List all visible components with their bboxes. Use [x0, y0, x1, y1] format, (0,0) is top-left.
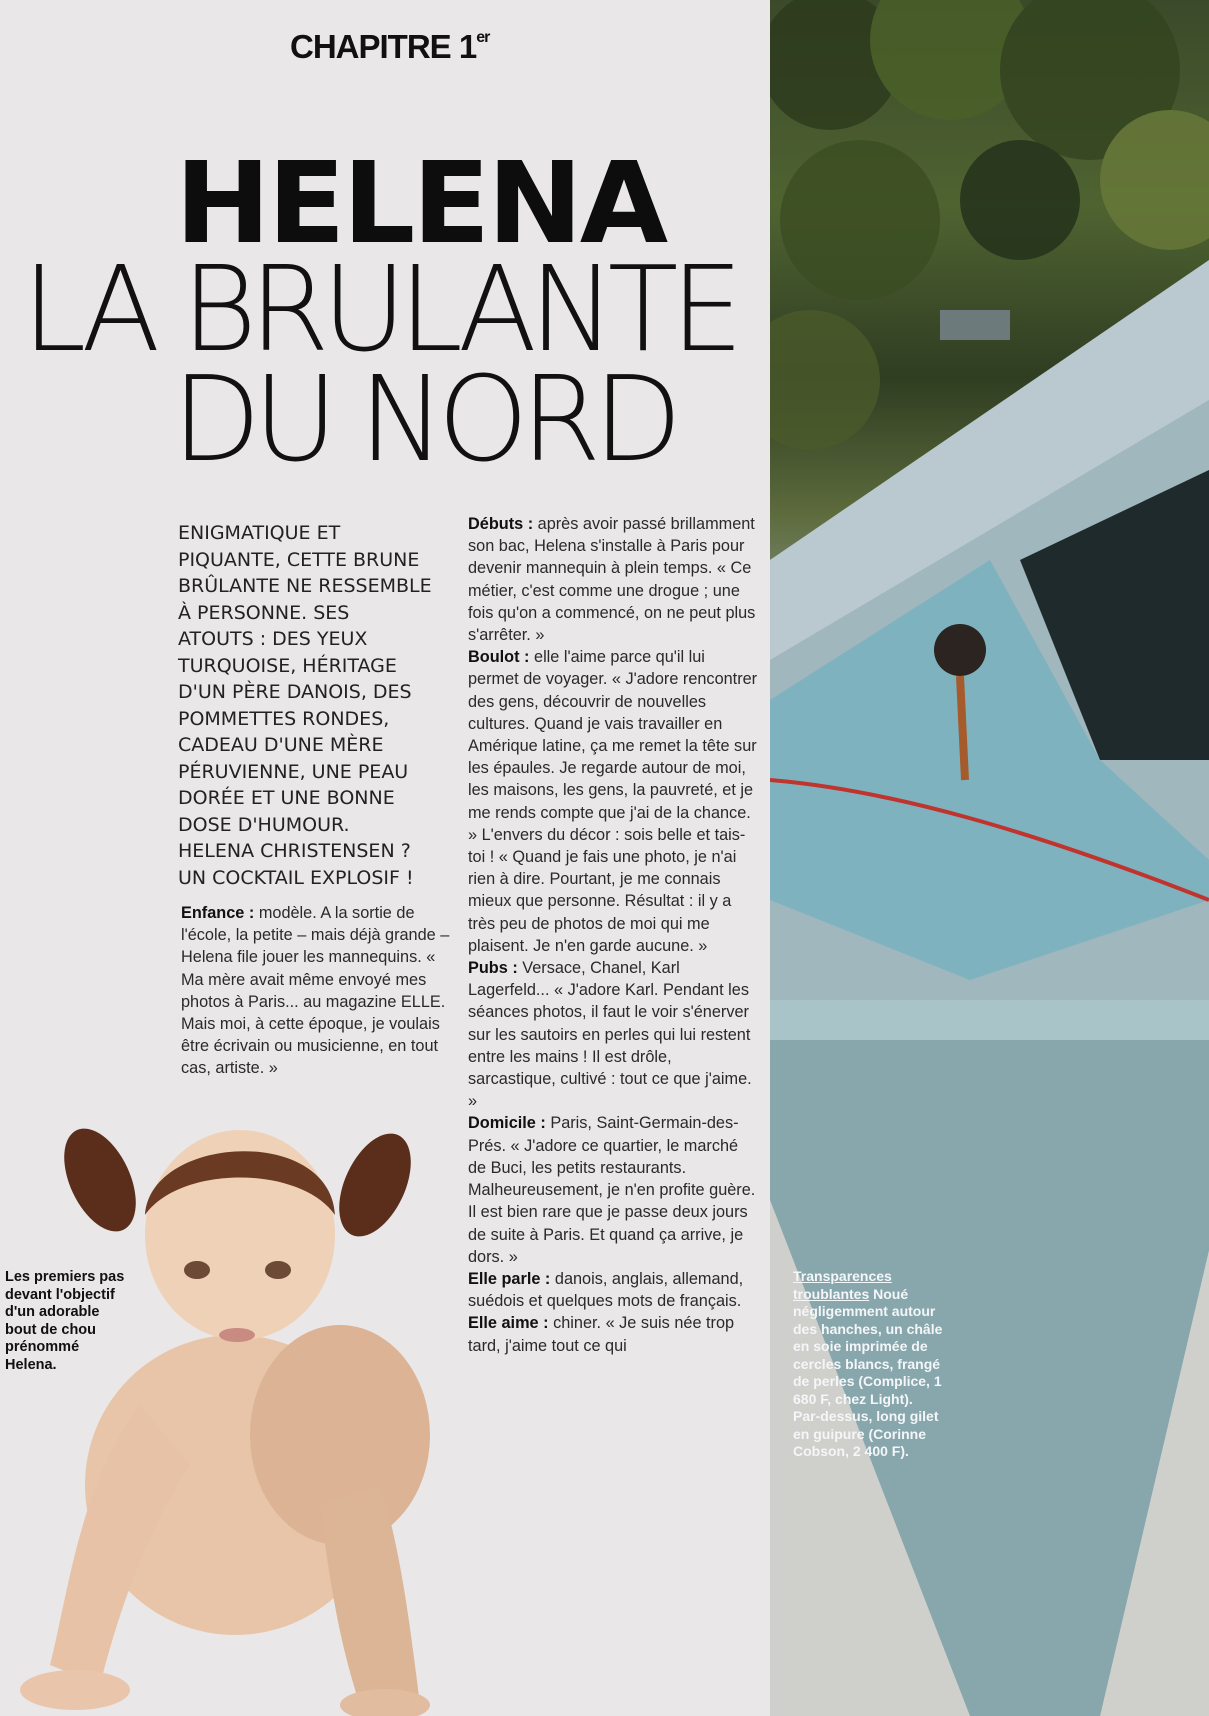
paragraph-enfance	[181, 902, 456, 1080]
intro-line: DORÉE ET UNE BONNE	[178, 787, 395, 809]
intro-line: ENIGMATIQUE ET	[178, 522, 341, 544]
intro-line: HELENA CHRISTENSEN ?	[178, 840, 411, 862]
paragraph-parle	[468, 1268, 758, 1312]
paragraph-debuts	[468, 513, 758, 646]
intro-line: POMMETTES RONDES,	[178, 707, 390, 730]
boat-caption-text: Noué négligemment autour des hanches, un châle en soie imprimée de cercles blancs, frangé de perles (Complice, 1 680 F, chez Light). Par-dessus, long gilet en guipure (Corinne Cobson, 2 400 F).	[793, 1285, 943, 1459]
intro-line: DOSE D'HUMOUR.	[178, 813, 350, 836]
chapter-heading	[290, 28, 489, 66]
paragraph-boulot	[468, 646, 758, 957]
boat-caption-title: Transparences troublantes	[793, 1268, 892, 1302]
intro-line: PÉRUVIENNE, UNE PEAU	[178, 760, 409, 783]
label-enfance: Enfance :	[181, 904, 255, 922]
text-debuts: après avoir passé brillamment son bac, Helena s'installe à Paris pour devenir mannequin à plein temps. « Ce métier, c'est comme une drogue ; une fois qu'on a commencé, on ne peut plus s'arrêter. »	[468, 515, 756, 645]
label-parle: Elle parle :	[468, 1269, 551, 1288]
text-domicile: Paris, Saint-Germain-des-Prés. « J'adore ce quartier, le marché de Buci, les petits restaurants. Malheureusement, je n'en profite guère. Il est bien rare que je passe deux jours de suite à Paris. Et quand ça arrive, je dors. »	[468, 1114, 756, 1266]
body-column-right	[468, 513, 758, 1357]
label-pubs: Pubs :	[468, 959, 518, 978]
title-du-nord: DU NORD	[172, 350, 675, 488]
title-helena: HELENA	[175, 139, 666, 269]
label-domicile: Domicile :	[468, 1114, 546, 1133]
body-column-left	[181, 902, 456, 1080]
label-aime: Elle aime :	[468, 1314, 549, 1333]
chapter-sup: er	[476, 29, 490, 46]
paragraph-aime	[468, 1312, 758, 1356]
text-aime: chiner. « Je suis née trop tard, j'aime tout ce qui	[468, 1314, 735, 1355]
paragraph-pubs	[468, 957, 758, 1112]
text-enfance: modèle. A la sortie de l'école, la petite – mais déjà grande – Helena file jouer les mannequins. « Ma mère avait même envoyé mes photos à Paris... au magazine ELLE. Mais moi, à cette époque, je voulais être écrivain ou musicienne, en tout cas, artiste. »	[181, 904, 450, 1078]
chapter-text: CHAPITRE 1	[290, 28, 477, 65]
baby-caption: Les premiers pas devant l'objectif d'un adorable bout de chou prénommé Helena.	[5, 1269, 125, 1373]
intro-line: TURQUOISE, HÉRITAGE	[178, 654, 397, 677]
text-pubs: Versace, Chanel, Karl Lagerfeld... « J'adore Karl. Pendant les séances photos, il faut le voir s'énerver sur les sautoirs en perles qui lui restent entre les mains ! Il est drôle, sarcastique, cultivé : tout ce que j'aime. »	[468, 959, 752, 1111]
title-la-brulante: LA BRULANTE	[22, 240, 736, 378]
intro-line: À PERSONNE. SES	[178, 601, 350, 624]
paragraph-domicile	[468, 1112, 758, 1267]
boat-caption	[793, 1268, 943, 1461]
intro-line: ATOUTS : DES YEUX	[178, 628, 368, 650]
text-parle: danois, anglais, allemand, suédois et quelques mots de français.	[468, 1269, 744, 1311]
baby-photo	[0, 1105, 470, 1716]
intro-line: CADEAU D'UNE MÈRE	[178, 734, 384, 756]
intro-paragraph	[178, 520, 440, 891]
label-boulot: Boulot :	[468, 648, 530, 667]
intro-line: D'UN PÈRE DANOIS, DES	[178, 681, 412, 703]
label-debuts: Débuts :	[468, 515, 534, 533]
text-boulot: elle l'aime parce qu'il lui permet de voyager. « J'adore rencontrer des gens, découvrir de nouvelles cultures. Quand je vais travailler en Amérique latine, ça me remet la tête sur les épaules. Je regarde autour de moi, les maisons, les gens, la pauvreté, et je me rends compte que j'ai de la chance. » L'envers du décor : sois belle et tais-toi ! « Quand je fais une photo, je n'ai rien à dire. Pourtant, je me connais mieux que personne. Résultat : il y a très peu de photos de moi qui me plaisent. Je n'en garde aucune. »	[468, 648, 758, 955]
intro-line: PIQUANTE, CETTE BRUNE	[178, 548, 420, 571]
intro-line: BRÛLANTE NE RESSEMBLE	[178, 575, 432, 597]
intro-line: UN COCKTAIL EXPLOSIF !	[178, 866, 414, 889]
